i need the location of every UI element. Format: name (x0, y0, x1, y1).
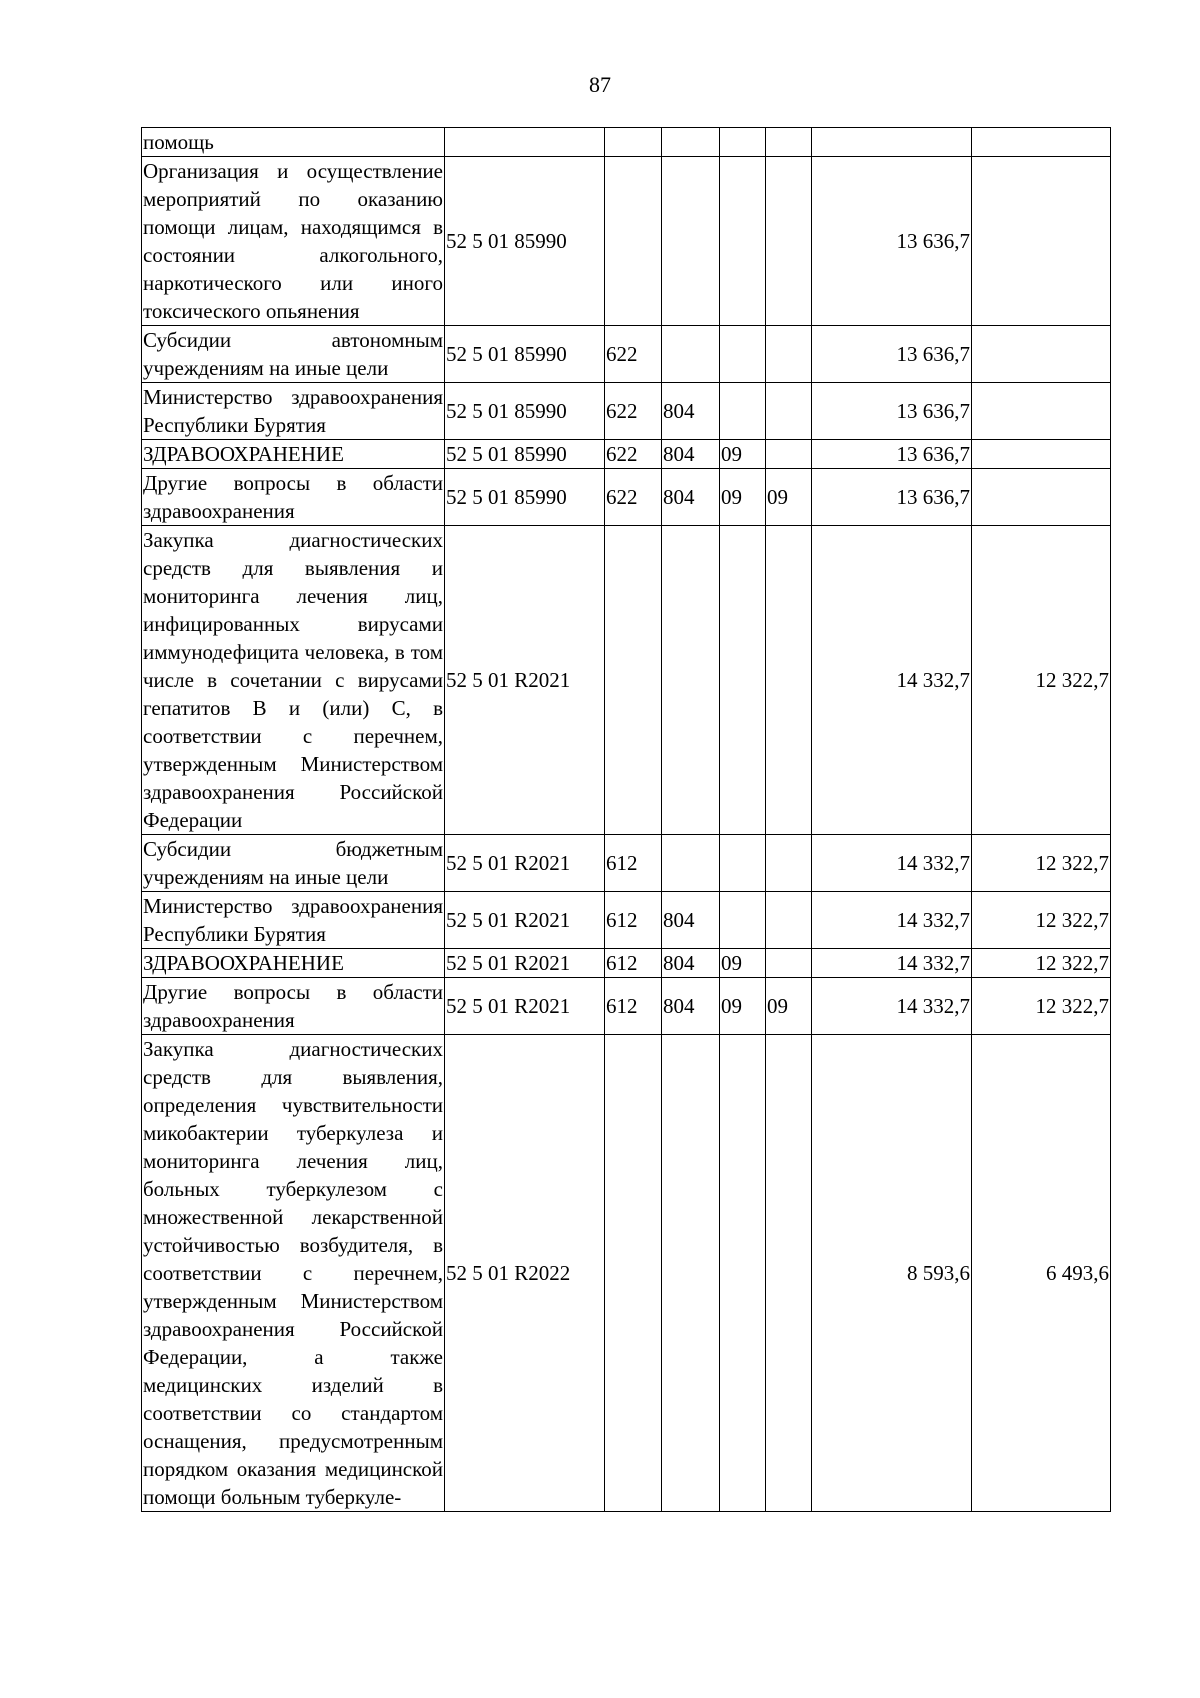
row-sum-2 (972, 326, 1111, 383)
table-row (142, 1035, 1111, 1512)
table-row (142, 383, 1111, 440)
row-pr (766, 383, 812, 440)
row-pr (766, 835, 812, 892)
row-pr (766, 128, 812, 157)
row-sum-2 (972, 157, 1111, 326)
row-rz (720, 1035, 766, 1512)
row-code (445, 128, 605, 157)
table-row (142, 157, 1111, 326)
row-code: 52 5 01 85990 (445, 440, 605, 469)
row-vr: 622 (605, 326, 662, 383)
row-gr (662, 835, 720, 892)
row-rz (720, 526, 766, 835)
table-row (142, 526, 1111, 835)
row-sum-1: 14 332,7 (812, 835, 972, 892)
table-row (142, 326, 1111, 383)
row-gr (662, 526, 720, 835)
row-sum-1 (812, 128, 972, 157)
row-pr (766, 1035, 812, 1512)
row-name: Организация и осуществление мероприятий по оказанию помощи лицам, находящимся в состоянии алкогольного, наркотического или иного токсического опьянения (142, 157, 445, 326)
row-rz: 09 (720, 978, 766, 1035)
row-name: помощь (142, 128, 445, 157)
row-sum-2: 12 322,7 (972, 978, 1111, 1035)
table-row (142, 440, 1111, 469)
row-vr (605, 1035, 662, 1512)
row-pr (766, 526, 812, 835)
row-vr: 612 (605, 949, 662, 978)
row-name: ЗДРАВООХРАНЕНИЕ (142, 440, 445, 469)
table-row (142, 892, 1111, 949)
row-name: Закупка диагностических средств для выявления, определения чувствительности микобактерии туберкулеза и мониторинга лечения лиц, больных туберкулезом с множественной лекарственной устойчивостью возбудителя, в соответствии с перечнем, утвержденным Министерством здравоохранения Российской Федерации, а также медицинских изделий в соответствии со стандартом оснащения, предусмотренным порядком оказания медицинской помощи больным туберкуле- (142, 1035, 445, 1512)
table-row (142, 128, 1111, 157)
row-code: 52 5 01 R2021 (445, 892, 605, 949)
row-sum-2: 12 322,7 (972, 892, 1111, 949)
row-sum-1: 14 332,7 (812, 526, 972, 835)
row-rz: 09 (720, 949, 766, 978)
row-code: 52 5 01 85990 (445, 326, 605, 383)
row-vr (605, 526, 662, 835)
row-gr (662, 1035, 720, 1512)
row-pr (766, 157, 812, 326)
row-code: 52 5 01 R2022 (445, 1035, 605, 1512)
row-sum-2 (972, 383, 1111, 440)
row-pr: 09 (766, 469, 812, 526)
row-pr: 09 (766, 978, 812, 1035)
row-gr (662, 128, 720, 157)
table-row (142, 949, 1111, 978)
row-pr (766, 949, 812, 978)
row-vr: 622 (605, 440, 662, 469)
row-vr (605, 157, 662, 326)
row-sum-1: 14 332,7 (812, 949, 972, 978)
row-name: Другие вопросы в области здравоохранения (142, 978, 445, 1035)
row-rz (720, 157, 766, 326)
row-name: Министерство здравоохранения Республики Бурятия (142, 892, 445, 949)
row-rz (720, 128, 766, 157)
row-code: 52 5 01 85990 (445, 157, 605, 326)
row-name: Министерство здравоохранения Республики Бурятия (142, 383, 445, 440)
row-pr (766, 892, 812, 949)
row-vr: 612 (605, 978, 662, 1035)
row-sum-2 (972, 440, 1111, 469)
table-row (142, 835, 1111, 892)
row-name: Субсидии автономным учреждениям на иные цели (142, 326, 445, 383)
row-sum-1: 13 636,7 (812, 326, 972, 383)
row-sum-1: 8 593,6 (812, 1035, 972, 1512)
row-code: 52 5 01 85990 (445, 469, 605, 526)
row-vr: 612 (605, 835, 662, 892)
row-gr: 804 (662, 978, 720, 1035)
row-pr (766, 326, 812, 383)
row-code: 52 5 01 R2021 (445, 835, 605, 892)
row-code: 52 5 01 R2021 (445, 949, 605, 978)
row-gr: 804 (662, 892, 720, 949)
row-vr: 612 (605, 892, 662, 949)
row-rz: 09 (720, 440, 766, 469)
row-sum-1: 13 636,7 (812, 469, 972, 526)
table-row (142, 469, 1111, 526)
row-sum-2: 12 322,7 (972, 526, 1111, 835)
row-gr: 804 (662, 383, 720, 440)
row-sum-2 (972, 128, 1111, 157)
row-code: 52 5 01 R2021 (445, 978, 605, 1035)
row-sum-1: 13 636,7 (812, 383, 972, 440)
row-sum-1: 13 636,7 (812, 157, 972, 326)
row-gr (662, 157, 720, 326)
row-sum-1: 13 636,7 (812, 440, 972, 469)
row-sum-2: 12 322,7 (972, 835, 1111, 892)
row-rz (720, 326, 766, 383)
table-row (142, 978, 1111, 1035)
row-code: 52 5 01 85990 (445, 383, 605, 440)
row-gr: 804 (662, 949, 720, 978)
row-sum-2: 12 322,7 (972, 949, 1111, 978)
row-code: 52 5 01 R2021 (445, 526, 605, 835)
page-number: 87 (589, 72, 611, 97)
row-sum-2: 6 493,6 (972, 1035, 1111, 1512)
row-rz (720, 383, 766, 440)
row-sum-2 (972, 469, 1111, 526)
row-name: Закупка диагностических средств для выявления и мониторинга лечения лиц, инфицированных вирусами иммунодефицита человека, в том числе в сочетании с вирусами гепатитов B и (или) C, в соответствии с перечнем, утвержденным Министерством здравоохранения Российской Федерации (142, 526, 445, 835)
row-vr (605, 128, 662, 157)
row-gr (662, 326, 720, 383)
row-gr: 804 (662, 469, 720, 526)
row-rz (720, 892, 766, 949)
row-name: ЗДРАВООХРАНЕНИЕ (142, 949, 445, 978)
row-gr: 804 (662, 440, 720, 469)
budget-table (141, 127, 1111, 1512)
row-name: Субсидии бюджетным учреждениям на иные цели (142, 835, 445, 892)
row-name: Другие вопросы в области здравоохранения (142, 469, 445, 526)
row-rz (720, 835, 766, 892)
row-vr: 622 (605, 469, 662, 526)
row-sum-1: 14 332,7 (812, 978, 972, 1035)
row-rz: 09 (720, 469, 766, 526)
row-pr (766, 440, 812, 469)
row-sum-1: 14 332,7 (812, 892, 972, 949)
row-vr: 622 (605, 383, 662, 440)
